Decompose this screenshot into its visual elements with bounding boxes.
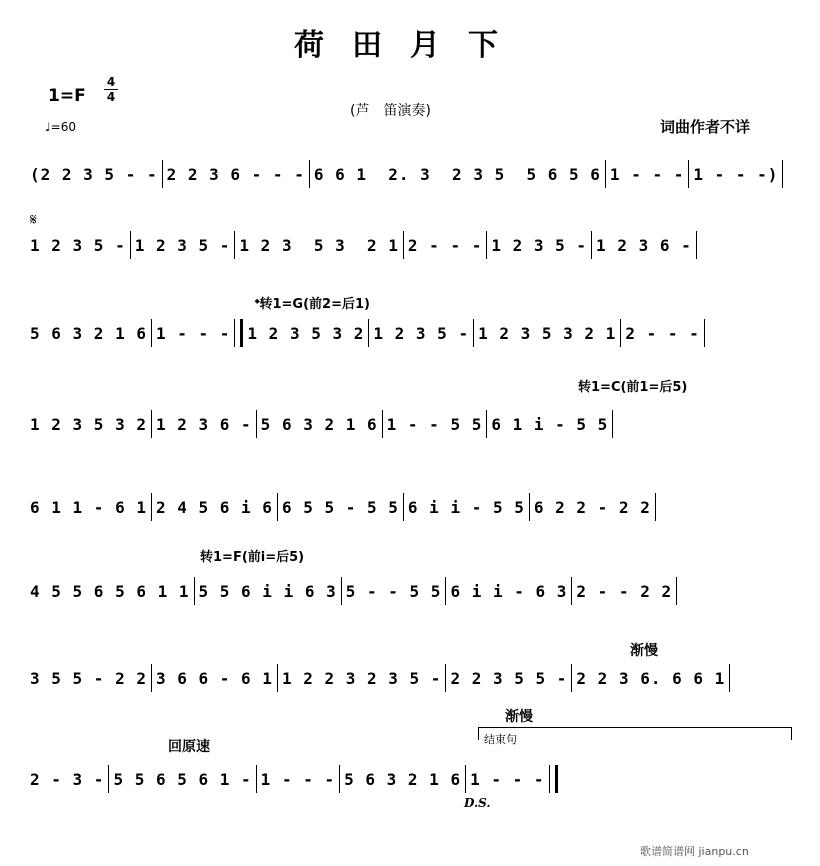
measure: 2 - - 2 2 bbox=[576, 581, 673, 601]
barline bbox=[108, 765, 109, 793]
barline bbox=[571, 577, 572, 605]
barline bbox=[591, 231, 592, 259]
barline bbox=[465, 765, 466, 793]
measure: 1 - - -) bbox=[693, 164, 779, 184]
double-barline bbox=[234, 319, 243, 347]
barline bbox=[729, 664, 730, 692]
barline bbox=[341, 577, 342, 605]
measure: 6 2 2 - 2 2 bbox=[533, 497, 651, 517]
measure: 6 i i - 5 5 bbox=[407, 497, 525, 517]
barline bbox=[473, 319, 474, 347]
measure: 1 - - 5 5 bbox=[386, 414, 483, 434]
measure: 1 - - - bbox=[470, 769, 545, 789]
barline bbox=[234, 231, 235, 259]
measure: 2 2 3 5 5 - bbox=[450, 668, 568, 688]
barline bbox=[486, 410, 487, 438]
measure: 1 2 2 3 2 3 5 - bbox=[281, 668, 442, 688]
score-row-4 bbox=[30, 407, 800, 441]
measure: 1 - - - bbox=[260, 769, 336, 789]
measure: 2 4 5 6 i 6 bbox=[155, 497, 273, 517]
barline bbox=[151, 493, 152, 521]
barline bbox=[445, 664, 446, 692]
barline bbox=[688, 160, 689, 188]
measure: 1 2 3 5 3 2 bbox=[247, 323, 365, 343]
barline bbox=[151, 410, 152, 438]
measure: 1 2 3 5 3 2 1 bbox=[239, 235, 399, 255]
measure: 6 1 1 - 6 1 bbox=[30, 497, 147, 517]
barline bbox=[403, 231, 404, 259]
measure: 1 2 3 5 - bbox=[134, 235, 231, 255]
barline bbox=[368, 319, 369, 347]
measure: 5 5 6 5 6 1 - bbox=[113, 769, 252, 789]
barline bbox=[620, 319, 621, 347]
site-watermark: 歌谱简谱网 jianpu.cn bbox=[640, 845, 749, 858]
ending-bracket bbox=[478, 727, 792, 740]
measure: 6 i i - 6 3 bbox=[450, 581, 568, 601]
barline bbox=[403, 493, 404, 521]
measure: 1 2 3 5 3 2 bbox=[30, 414, 147, 434]
score-row-8 bbox=[30, 762, 800, 796]
song-title: 荷田月下 bbox=[294, 28, 526, 63]
final-barline bbox=[549, 765, 558, 793]
barline bbox=[486, 231, 487, 259]
barline bbox=[782, 160, 783, 188]
measure: 2 - - - bbox=[407, 235, 483, 255]
barline bbox=[162, 160, 163, 188]
barline bbox=[151, 664, 152, 692]
barline bbox=[704, 319, 705, 347]
modulation-note-c: 转1=C(前1=后5) bbox=[578, 380, 688, 395]
measure: 2 - 3 - bbox=[30, 769, 105, 789]
measure: 1 - - - bbox=[609, 164, 685, 184]
score-row-6 bbox=[30, 574, 800, 608]
meter-bottom: 4 bbox=[106, 90, 116, 104]
score-row-7 bbox=[30, 661, 800, 695]
score-row-5 bbox=[30, 490, 800, 524]
barline bbox=[277, 493, 278, 521]
modulation-note-f: 转1=F(前i=后5) bbox=[200, 550, 305, 565]
score-row-2 bbox=[30, 228, 800, 262]
measure: 1 2 3 5 - bbox=[373, 323, 470, 343]
measure: 1 2 3 5 3 2 1 bbox=[478, 323, 617, 343]
measure: 3 5 5 - 2 2 bbox=[30, 668, 147, 688]
measure: 5 6 3 2 1 6 bbox=[344, 769, 462, 789]
barline bbox=[309, 160, 310, 188]
measure: 2 2 3 6 - - - bbox=[166, 164, 305, 184]
a-tempo-note: 回原速 bbox=[168, 739, 210, 755]
barline bbox=[655, 493, 656, 521]
coda-modulation-note: 𝄌转1=G(前2=后1) bbox=[255, 297, 370, 312]
measure: 2 - - - bbox=[625, 323, 700, 343]
barline bbox=[612, 410, 613, 438]
composer-credit: 词曲作者不详 bbox=[660, 118, 751, 136]
measure: 6 1 i - 5 5 bbox=[491, 414, 609, 434]
meter-top: 4 bbox=[104, 75, 118, 90]
measure: 5 - - 5 5 bbox=[345, 581, 442, 601]
barline bbox=[130, 231, 131, 259]
measure: 1 2 3 5 - bbox=[30, 235, 126, 255]
barline bbox=[696, 231, 697, 259]
barline bbox=[256, 765, 257, 793]
measure: 5 6 3 2 1 6 bbox=[260, 414, 378, 434]
measure: (2 2 3 5 - - bbox=[30, 164, 158, 184]
measure: 1 - - - bbox=[155, 323, 231, 343]
barline bbox=[676, 577, 677, 605]
ending-label: 结束句 bbox=[484, 733, 517, 746]
score-row-1 bbox=[30, 157, 800, 191]
measure: 3 6 6 - 6 1 bbox=[155, 668, 273, 688]
barline bbox=[605, 160, 606, 188]
barline bbox=[571, 664, 572, 692]
measure: 5 5 6 i i 6 3 bbox=[198, 581, 337, 601]
barline bbox=[529, 493, 530, 521]
barline bbox=[194, 577, 195, 605]
score-row-3 bbox=[30, 316, 800, 350]
tempo-marking: ♩=60 bbox=[45, 120, 76, 134]
measure: 6 6 1 2. 3 2 3 5 5 6 5 6 bbox=[313, 164, 601, 184]
dal-segno-mark: D.S. bbox=[464, 796, 491, 810]
barline bbox=[277, 664, 278, 692]
time-signature bbox=[104, 75, 118, 104]
barline bbox=[256, 410, 257, 438]
measure: 5 6 3 2 1 6 bbox=[30, 323, 147, 343]
measure: 1 2 3 6 - bbox=[596, 235, 692, 255]
measure: 1 2 3 5 - bbox=[491, 235, 588, 255]
performance-note: (芦 笛演奏) bbox=[350, 103, 431, 119]
barline bbox=[382, 410, 383, 438]
ritardando-2: 渐慢 bbox=[505, 709, 533, 725]
barline bbox=[339, 765, 340, 793]
measure: 4 5 5 6 5 6 1 1 bbox=[30, 581, 190, 601]
measure: 6 5 5 - 5 5 bbox=[281, 497, 399, 517]
key-signature: 1=F bbox=[48, 86, 86, 106]
barline bbox=[151, 319, 152, 347]
ritardando-1: 渐慢 bbox=[630, 643, 658, 659]
measure: 1 2 3 6 - bbox=[155, 414, 252, 434]
barline bbox=[445, 577, 446, 605]
measure: 2 2 3 6. 6 6 1 bbox=[576, 668, 726, 688]
segno-icon: 𝄋 bbox=[30, 210, 37, 229]
